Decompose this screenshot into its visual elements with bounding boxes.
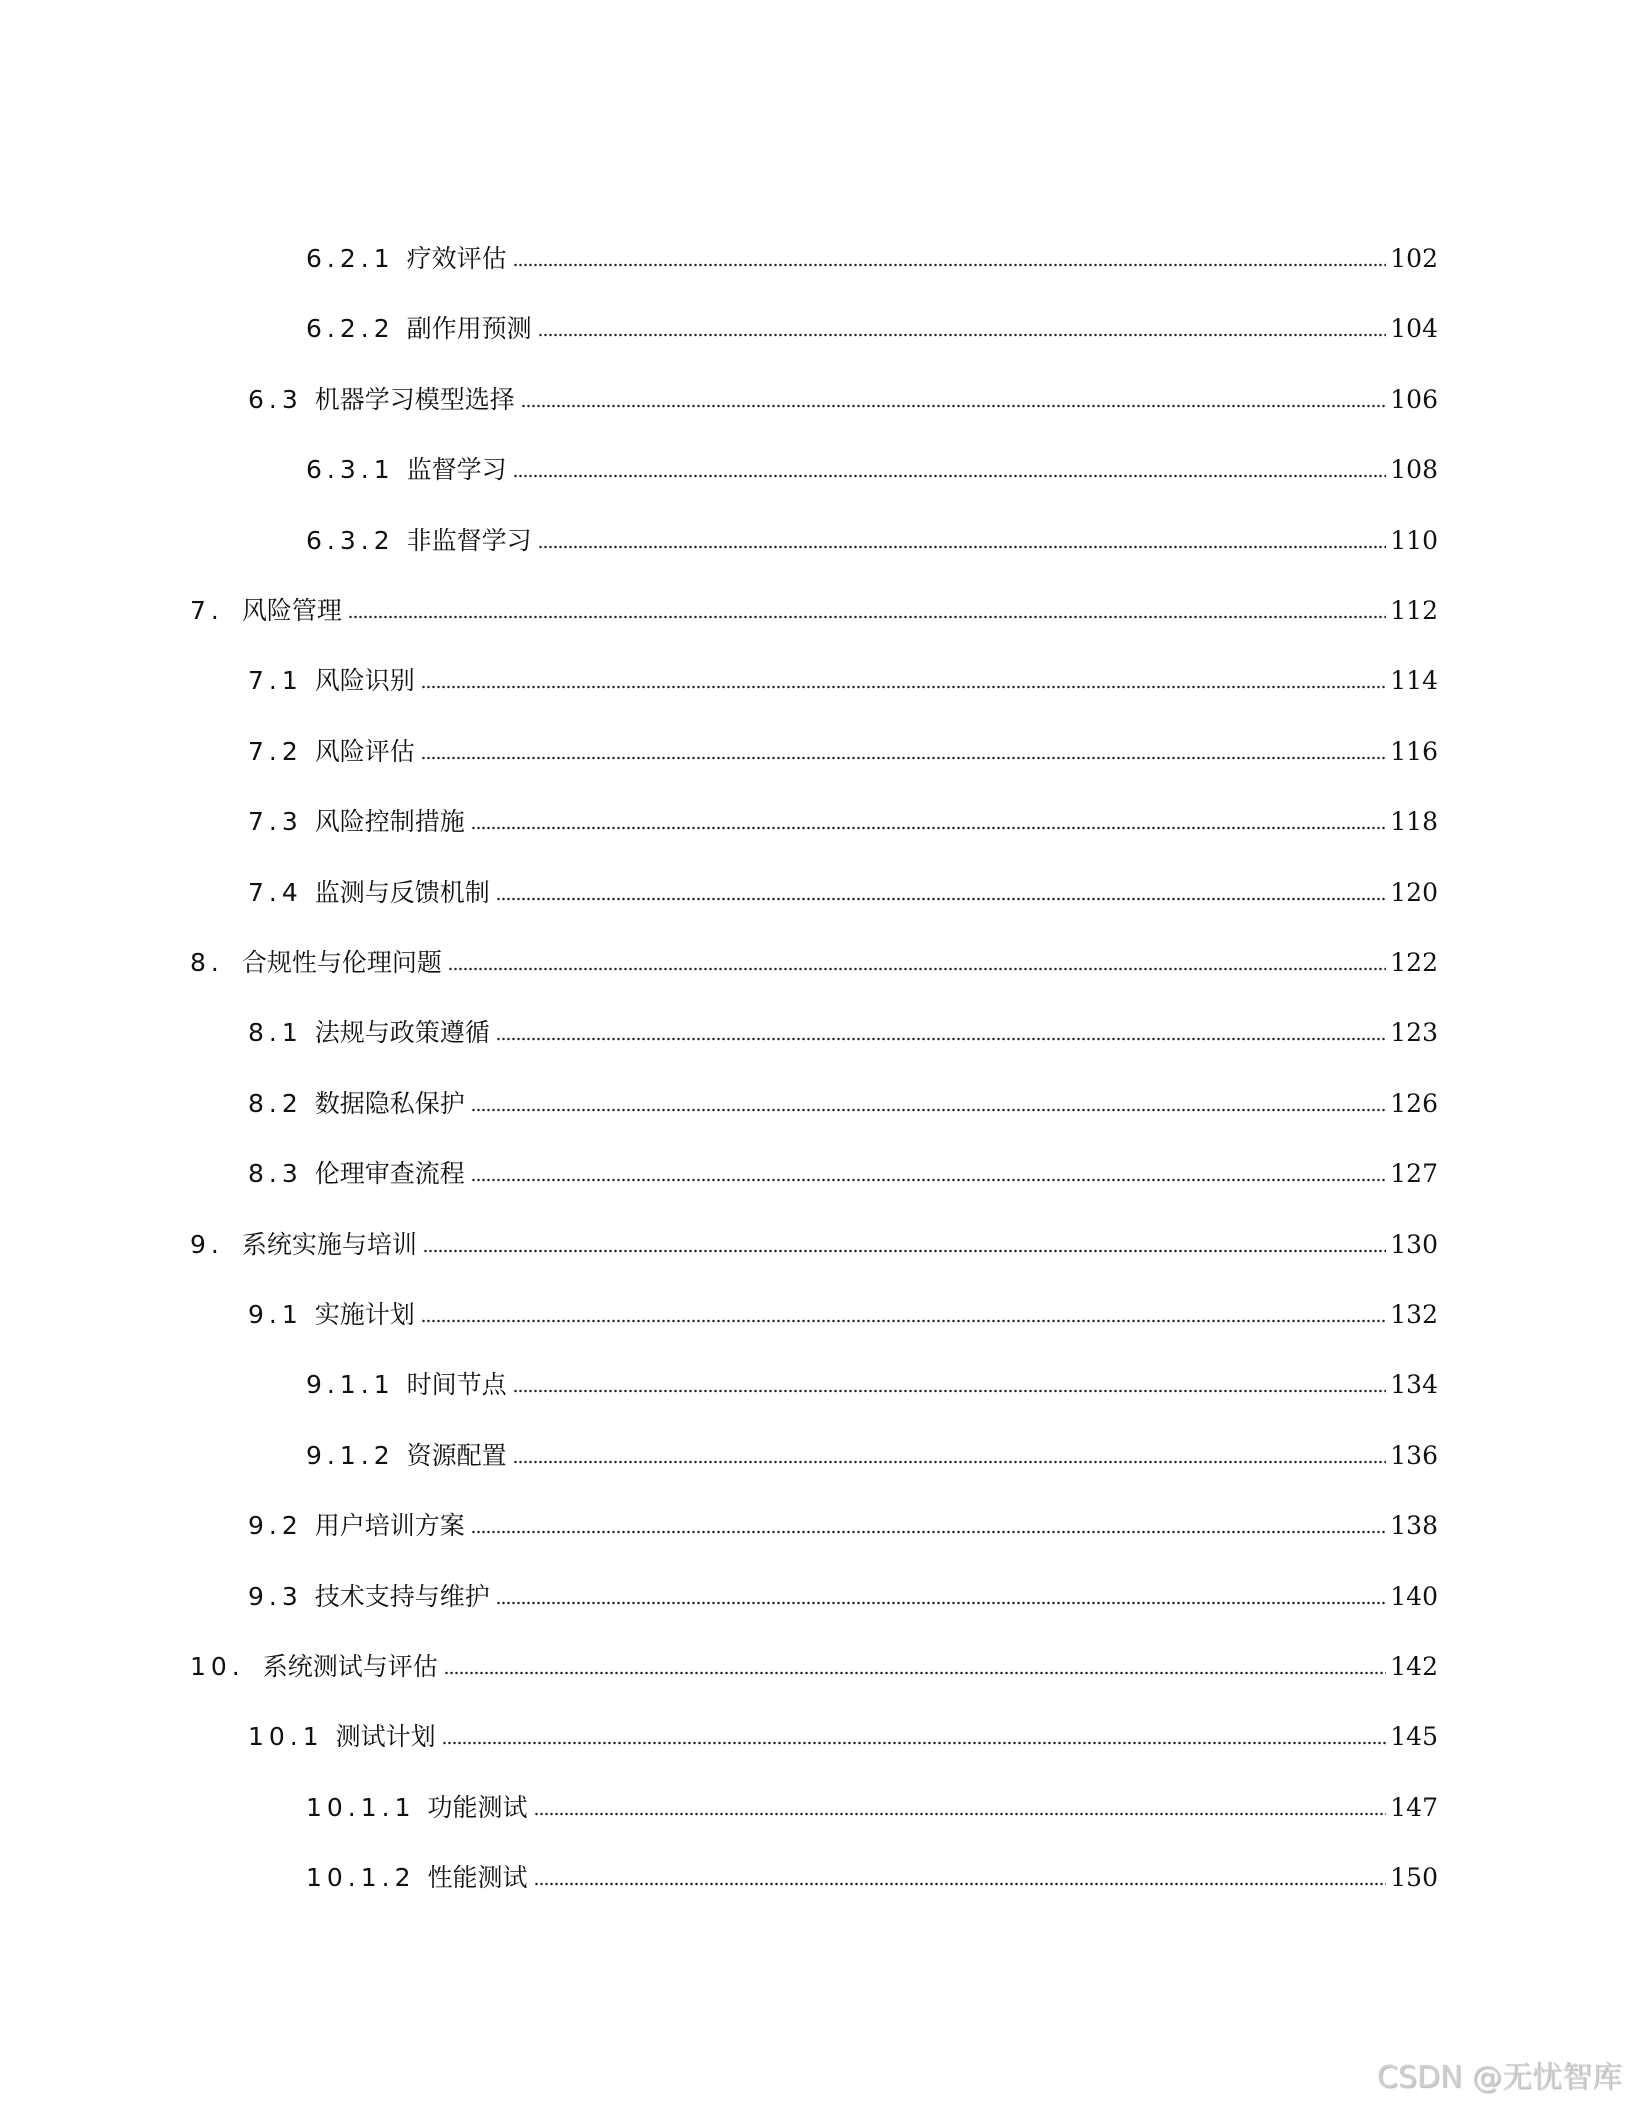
toc-entry[interactable] — [248, 377, 1438, 417]
dot-leader — [423, 1248, 1386, 1254]
toc-entry-page: 110 — [1390, 525, 1438, 555]
toc-entry-title: 系统测试与评估 — [262, 1652, 438, 1681]
dot-leader — [421, 684, 1387, 690]
toc-entry-title: 性能测试 — [427, 1863, 528, 1893]
toc-entry-page: 112 — [1390, 596, 1438, 625]
toc-entry-page: 106 — [1390, 384, 1438, 414]
dot-leader — [471, 1177, 1387, 1183]
toc-entry-title: 系统实施与培训 — [241, 1229, 417, 1259]
dot-leader — [513, 1459, 1387, 1465]
toc-entry-number: 7.2 — [248, 736, 303, 766]
toc-entry-number: 7. — [190, 596, 224, 625]
dot-leader — [442, 1740, 1387, 1746]
toc-entry-title: 合规性与伦理问题 — [241, 948, 442, 977]
toc-entry-title: 时间节点 — [406, 1370, 507, 1400]
dot-leader — [513, 1388, 1387, 1394]
toc-entry-title: 监测与反馈机制 — [314, 877, 490, 907]
toc-entry[interactable] — [248, 1081, 1438, 1121]
toc-entry[interactable] — [248, 1010, 1438, 1050]
toc-entry-number: 9.3 — [248, 1581, 303, 1611]
toc-entry-title: 伦理审查流程 — [314, 1159, 465, 1189]
toc-entry[interactable] — [248, 799, 1438, 839]
toc-entry-page: 147 — [1390, 1792, 1438, 1822]
toc-entry-title: 机器学习模型选择 — [314, 384, 515, 414]
toc-entry-title: 风险控制措施 — [314, 807, 465, 837]
toc-entry-page: 142 — [1390, 1652, 1438, 1681]
watermark: CSDN @无忧智库 — [1376, 2060, 1622, 2095]
toc-entry[interactable] — [248, 870, 1438, 910]
toc-entry-number: 8. — [190, 948, 224, 977]
toc-entry-page: 150 — [1390, 1863, 1438, 1893]
toc-entry-number: 6.3.2 — [306, 525, 395, 555]
dot-leader — [496, 1600, 1387, 1606]
dot-leader — [538, 544, 1387, 550]
toc-entry[interactable] — [306, 236, 1438, 276]
toc-entry-number: 9.2 — [248, 1511, 303, 1541]
toc-entry-title: 数据隐私保护 — [314, 1088, 465, 1118]
dot-leader — [538, 332, 1387, 338]
dot-leader — [513, 262, 1387, 268]
toc-entry-page: 114 — [1390, 666, 1438, 696]
toc-entry-number: 10.1 — [248, 1722, 324, 1752]
toc-entry[interactable] — [306, 447, 1438, 487]
toc-entry[interactable] — [190, 1644, 1438, 1684]
toc-entry[interactable] — [248, 1714, 1438, 1754]
toc-entry[interactable] — [306, 1855, 1438, 1895]
toc-entry-page: 126 — [1390, 1088, 1438, 1118]
toc-entry-page: 145 — [1390, 1722, 1438, 1752]
toc-entry-number: 9.1.2 — [306, 1440, 395, 1470]
toc-entry-number: 10.1.2 — [306, 1863, 416, 1893]
toc-entry-number: 9.1 — [248, 1300, 303, 1329]
toc-entry-page: 104 — [1390, 314, 1438, 344]
toc-entry-number: 6.2.2 — [306, 314, 395, 344]
toc-entry-page: 134 — [1390, 1370, 1438, 1400]
dot-leader — [534, 1881, 1387, 1887]
toc-entry-number: 7.3 — [248, 807, 303, 837]
toc-entry[interactable] — [306, 1433, 1438, 1473]
toc-entry-title: 测试计划 — [335, 1722, 436, 1752]
toc-entry[interactable] — [190, 940, 1438, 980]
dot-leader — [496, 896, 1387, 902]
dot-leader — [448, 966, 1386, 972]
toc-entry-title: 风险识别 — [314, 666, 415, 696]
toc-entry-number: 6.3 — [248, 384, 303, 414]
dot-leader — [471, 1529, 1387, 1535]
toc-entry-number: 8.1 — [248, 1018, 303, 1048]
toc-entry[interactable] — [306, 1785, 1438, 1825]
toc-entry-number: 9. — [190, 1229, 224, 1259]
toc-entry-page: 140 — [1390, 1581, 1438, 1611]
toc-entry[interactable] — [190, 588, 1438, 628]
toc-entry-title: 资源配置 — [406, 1440, 507, 1470]
toc-entry[interactable] — [248, 1503, 1438, 1543]
toc-entry-number: 9.1.1 — [306, 1370, 395, 1400]
toc-entry-number: 6.2.1 — [306, 244, 395, 273]
dot-leader — [534, 1811, 1387, 1817]
toc-entry-title: 副作用预测 — [406, 314, 532, 344]
toc-entry-page: 132 — [1390, 1300, 1438, 1329]
toc-entry[interactable] — [306, 1362, 1438, 1402]
toc-entry[interactable] — [190, 1222, 1438, 1262]
toc-entry-title: 非监督学习 — [406, 525, 532, 555]
toc-entry-page: 123 — [1390, 1018, 1438, 1048]
toc-entry-title: 疗效评估 — [406, 244, 507, 273]
toc-entry-page: 118 — [1390, 807, 1438, 837]
toc-entry-page: 138 — [1390, 1511, 1438, 1541]
toc-entry-title: 用户培训方案 — [314, 1511, 465, 1541]
toc-entry-page: 108 — [1390, 455, 1438, 485]
toc-entry-page: 127 — [1390, 1159, 1438, 1189]
toc-entry-title: 实施计划 — [314, 1300, 415, 1329]
dot-leader — [421, 1318, 1387, 1324]
toc-entry-number: 6.3.1 — [306, 455, 395, 485]
toc-entry-title: 技术支持与维护 — [314, 1581, 490, 1611]
toc-entry-number: 8.2 — [248, 1088, 303, 1118]
toc-entry[interactable] — [248, 658, 1438, 698]
toc-entry-page: 122 — [1390, 948, 1438, 977]
dot-leader — [421, 755, 1387, 761]
toc-entry[interactable] — [248, 729, 1438, 769]
toc-entry-page: 120 — [1390, 877, 1438, 907]
dot-leader — [521, 403, 1387, 409]
toc-entry-page: 116 — [1390, 736, 1438, 766]
dot-leader — [471, 1107, 1387, 1113]
toc-entry-page: 102 — [1390, 244, 1438, 273]
toc-entry-number: 7.1 — [248, 666, 303, 696]
toc-entry[interactable] — [248, 1292, 1438, 1332]
toc-entry[interactable] — [306, 518, 1438, 558]
toc-entry-title: 风险评估 — [314, 736, 415, 766]
toc-entry-page: 130 — [1390, 1229, 1438, 1259]
toc-entry-title: 监督学习 — [406, 455, 507, 485]
toc-entry-title: 法规与政策遵循 — [314, 1018, 490, 1048]
toc-entry-number: 10. — [190, 1652, 245, 1681]
toc-entry-page: 136 — [1390, 1440, 1438, 1470]
dot-leader — [444, 1670, 1387, 1676]
toc-entry[interactable] — [248, 1574, 1438, 1614]
toc-entry[interactable] — [306, 306, 1438, 346]
toc-entry-number: 10.1.1 — [306, 1792, 416, 1822]
toc-entry-title: 功能测试 — [427, 1792, 528, 1822]
dot-leader — [348, 614, 1386, 620]
toc-entry-number: 7.4 — [248, 877, 303, 907]
toc-entry-title: 风险管理 — [241, 596, 342, 625]
dot-leader — [471, 825, 1387, 831]
dot-leader — [496, 1036, 1387, 1042]
toc-entry[interactable] — [248, 1151, 1438, 1191]
dot-leader — [513, 473, 1387, 479]
toc-entry-number: 8.3 — [248, 1159, 303, 1189]
